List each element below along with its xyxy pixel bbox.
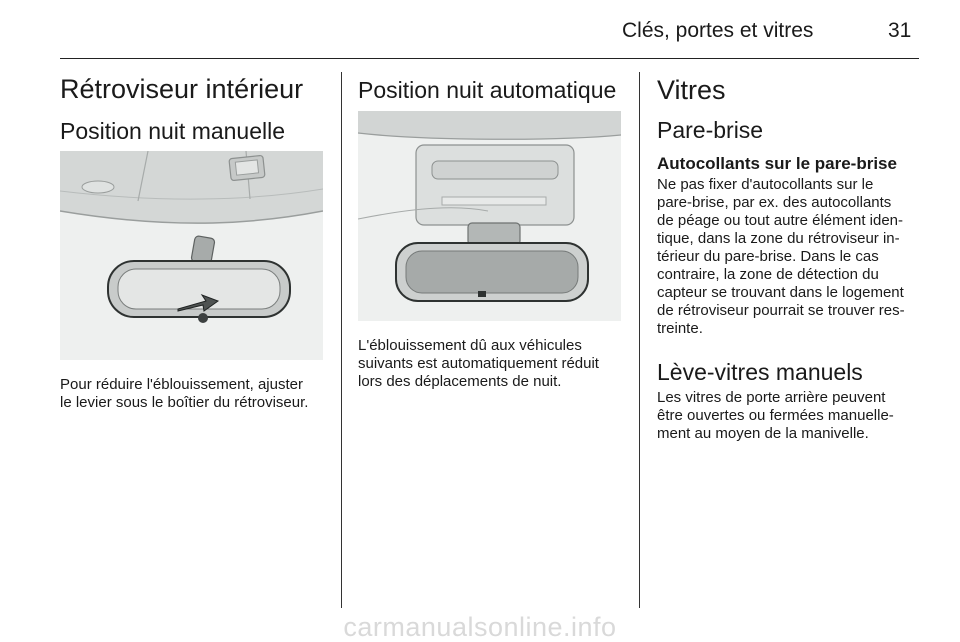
text-line: térieur du pare-brise. Dans le cas [657, 248, 879, 265]
subheading-windscreen: Pare-brise [657, 117, 764, 143]
text-line: Les vitres de porte arrière peuvent [657, 389, 886, 406]
text-line: capteur se trouvant dans le logement [657, 284, 904, 301]
manual-windows-description [657, 389, 923, 443]
subheading-manual-windows: Lève-vitres manuels [657, 359, 863, 385]
subheading-manual-night: Position nuit manuelle [60, 118, 286, 144]
column-divider [341, 72, 342, 608]
page-number: 31 [888, 19, 912, 42]
text-line: ment au moyen de la manivelle. [657, 425, 869, 442]
text-line: L'éblouissement dû aux véhicules [358, 337, 582, 354]
text-line: lors des déplacements de nuit. [358, 373, 562, 390]
text-line: suivants est automatiquement réduit [358, 355, 599, 372]
windscreen-stickers-description [657, 176, 923, 338]
text-line: treinte. [657, 320, 703, 337]
watermark: carmanualsonline.info [343, 612, 617, 642]
header-rule [60, 58, 919, 59]
text-line: pare-brise, par ex. des autocollants [657, 194, 892, 211]
subheading-automatic-night: Position nuit automatique [358, 77, 617, 103]
running-header-title: Clés, portes et vitres [622, 19, 814, 42]
manual-mirror-illustration [60, 151, 323, 360]
text-line: de rétroviseur pourrait se trouver res- [657, 302, 905, 319]
text-line: tique, dans la zone du rétroviseur in- [657, 230, 900, 247]
text-line: de péage ou tout autre élément iden- [657, 212, 904, 229]
column-divider [639, 72, 640, 608]
text-line: le levier sous le boîtier du rétroviseur. [60, 394, 309, 411]
section-heading-windows: Vitres [657, 75, 726, 105]
subsubheading-windscreen-stickers: Autocollants sur le pare-brise [657, 154, 897, 173]
automatic-mirror-illustration [358, 111, 621, 321]
text-line: Ne pas fixer d'autocollants sur le [657, 176, 874, 193]
section-heading-interior-mirror: Rétroviseur intérieur [60, 74, 304, 104]
manual-night-description [60, 376, 330, 412]
text-line: contraire, la zone de détection du [657, 266, 879, 283]
text-line: Pour réduire l'éblouissement, ajuster [60, 376, 303, 393]
automatic-night-description [358, 337, 628, 391]
text-line: être ouvertes ou fermées manuelle- [657, 407, 894, 424]
